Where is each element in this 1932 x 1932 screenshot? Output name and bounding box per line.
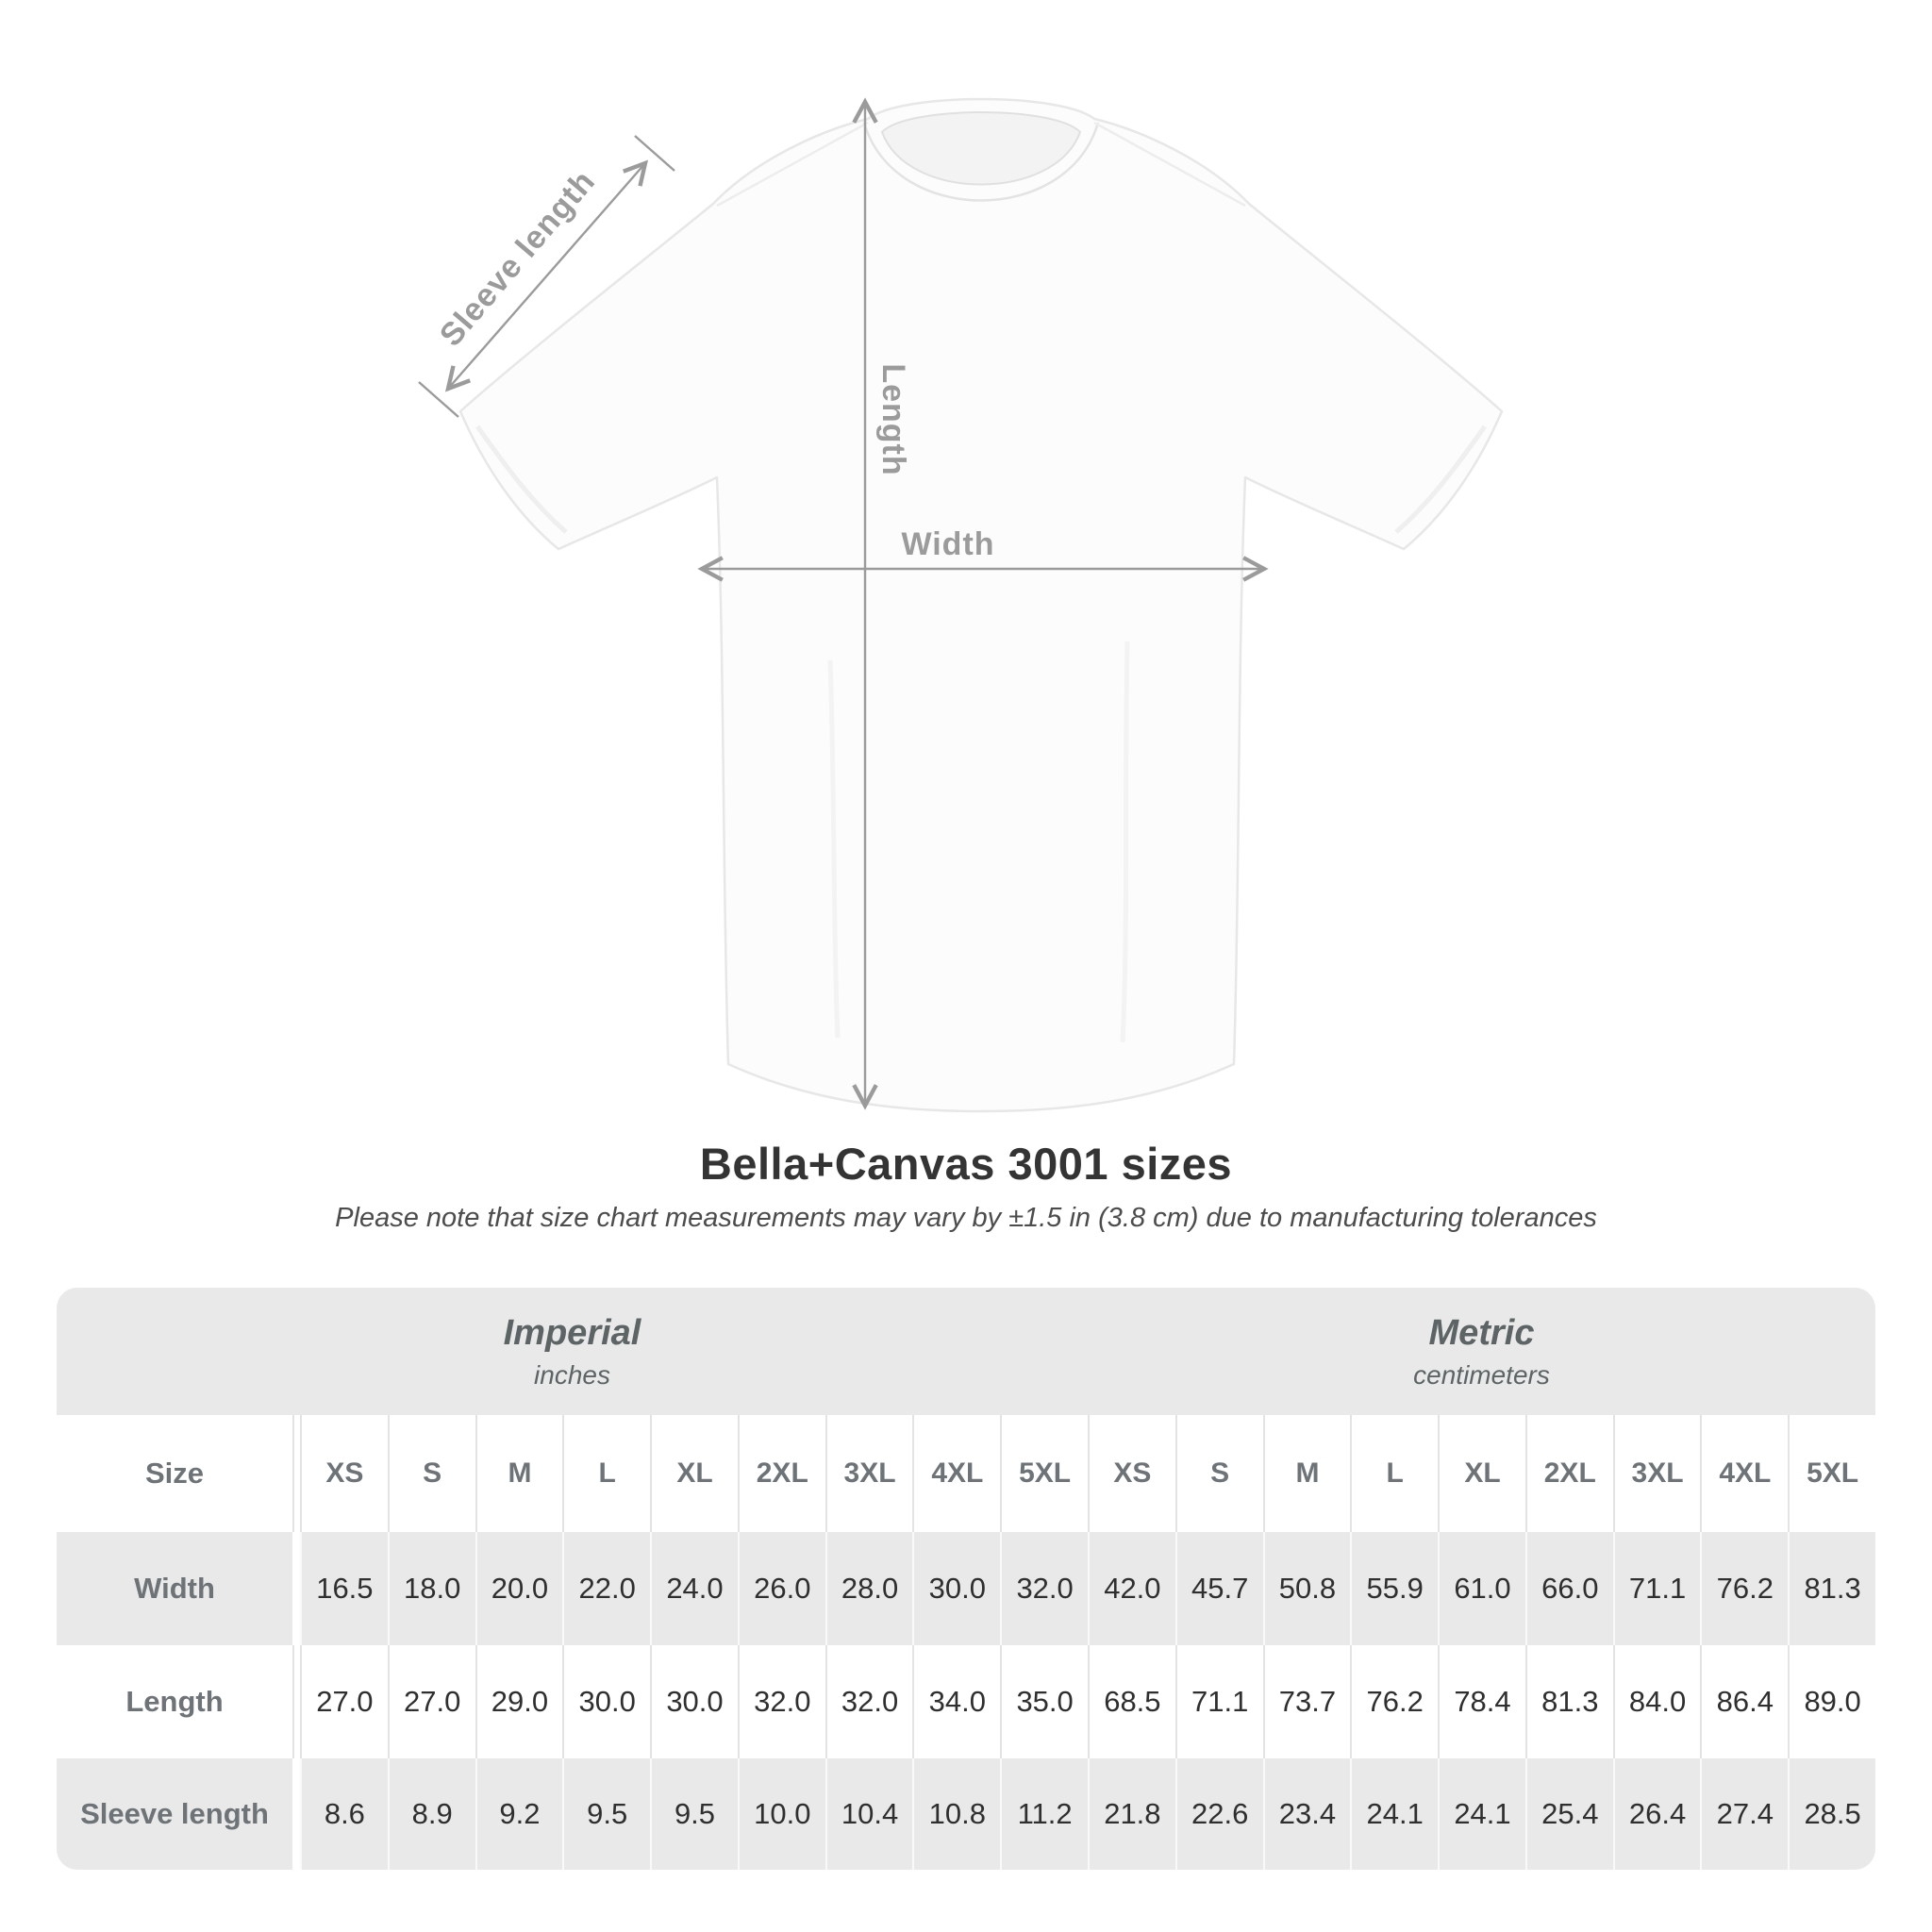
width-row (57, 1532, 1875, 1645)
column-spacer (292, 1645, 300, 1758)
row-label: Width (134, 1572, 215, 1605)
size-header-cell: L (1350, 1415, 1438, 1532)
value-cell: 28.0 (825, 1532, 913, 1645)
size-table (57, 1288, 1875, 1870)
heading-block (0, 1138, 1932, 1234)
value-cell: 30.0 (650, 1645, 738, 1758)
unit-metric (1088, 1288, 1875, 1415)
page-subtitle: Please note that size chart measurements may vary by ±1.5 in (3.8 cm) due to manufacturing tolerances (335, 1203, 1597, 1233)
size-header-cell: XL (650, 1415, 738, 1532)
value-cell: 76.2 (1700, 1532, 1788, 1645)
row-label: Sleeve length (80, 1797, 269, 1830)
value-cell: 21.8 (1088, 1758, 1175, 1870)
value-cell: 25.4 (1525, 1758, 1613, 1870)
size-header-cell: 3XL (1613, 1415, 1701, 1532)
value-cell: 34.0 (912, 1645, 1000, 1758)
value-cell: 78.4 (1438, 1645, 1525, 1758)
value-cell: 24.1 (1350, 1758, 1438, 1870)
width-label: Width (901, 526, 995, 562)
value-cell: 55.9 (1350, 1532, 1438, 1645)
value-cell: 28.5 (1788, 1758, 1875, 1870)
value-cell: 27.0 (388, 1645, 475, 1758)
sleeve-length-row (57, 1758, 1875, 1870)
value-cell: 10.8 (912, 1758, 1000, 1870)
value-cell: 42.0 (1088, 1532, 1175, 1645)
size-header-cell: 3XL (825, 1415, 913, 1532)
value-cell: 23.4 (1263, 1758, 1351, 1870)
size-header-cell: XL (1438, 1415, 1525, 1532)
value-cell: 26.4 (1613, 1758, 1701, 1870)
value-cell: 26.0 (738, 1532, 825, 1645)
value-cell: 29.0 (475, 1645, 563, 1758)
size-header-cell: XS (300, 1415, 388, 1532)
value-cell: 81.3 (1525, 1645, 1613, 1758)
column-spacer (292, 1415, 300, 1532)
value-cell: 9.5 (562, 1758, 650, 1870)
value-cell: 9.5 (650, 1758, 738, 1870)
size-header-cell: XS (1088, 1415, 1175, 1532)
value-cell: 30.0 (912, 1532, 1000, 1645)
value-cell: 71.1 (1175, 1645, 1263, 1758)
size-header-cell: S (388, 1415, 475, 1532)
value-cell: 50.8 (1263, 1532, 1351, 1645)
value-cell: 24.0 (650, 1532, 738, 1645)
length-label: Length (875, 363, 911, 476)
value-cell: 32.0 (1000, 1532, 1088, 1645)
value-cell: 8.6 (300, 1758, 388, 1870)
value-cell: 66.0 (1525, 1532, 1613, 1645)
value-cell: 22.6 (1175, 1758, 1263, 1870)
size-header-cell: M (475, 1415, 563, 1532)
value-cell: 30.0 (562, 1645, 650, 1758)
row-label: Length (125, 1685, 224, 1718)
length-row (57, 1645, 1875, 1758)
value-cell: 22.0 (562, 1532, 650, 1645)
unit-metric-subunit: centimeters (1413, 1359, 1550, 1390)
unit-imperial (57, 1288, 1088, 1415)
size-header-cell: 2XL (1525, 1415, 1613, 1532)
size-header-cell: 4XL (912, 1415, 1000, 1532)
size-header-cell: 4XL (1700, 1415, 1788, 1532)
value-cell: 16.5 (300, 1532, 388, 1645)
value-cell: 73.7 (1263, 1645, 1351, 1758)
value-cell: 89.0 (1788, 1645, 1875, 1758)
value-cell: 11.2 (1000, 1758, 1088, 1870)
size-header-row (57, 1415, 1875, 1532)
column-spacer (292, 1758, 300, 1870)
unit-header-band (57, 1288, 1875, 1415)
size-header-cell: S (1175, 1415, 1263, 1532)
size-header-cell: 5XL (1788, 1415, 1875, 1532)
value-cell: 81.3 (1788, 1532, 1875, 1645)
sleeve-length-label: Sleeve length (432, 163, 603, 354)
value-cell: 84.0 (1613, 1645, 1701, 1758)
value-cell: 71.1 (1613, 1532, 1701, 1645)
row-label: Size (144, 1457, 205, 1490)
value-cell: 10.4 (825, 1758, 913, 1870)
value-cell: 32.0 (825, 1645, 913, 1758)
unit-imperial-subunit: inches (534, 1359, 610, 1390)
value-cell: 10.0 (738, 1758, 825, 1870)
size-header-cell: M (1263, 1415, 1351, 1532)
size-table-grid (57, 1415, 1875, 1870)
value-cell: 32.0 (738, 1645, 825, 1758)
column-spacer (292, 1532, 300, 1645)
value-cell: 18.0 (388, 1532, 475, 1645)
size-header-cell: 2XL (738, 1415, 825, 1532)
value-cell: 68.5 (1088, 1645, 1175, 1758)
value-cell: 86.4 (1700, 1645, 1788, 1758)
page-title: Bella+Canvas 3001 sizes (699, 1139, 1233, 1189)
value-cell: 61.0 (1438, 1532, 1525, 1645)
unit-imperial-name: Imperial (503, 1312, 641, 1353)
unit-metric-name: Metric (1428, 1312, 1535, 1353)
value-cell: 76.2 (1350, 1645, 1438, 1758)
value-cell: 24.1 (1438, 1758, 1525, 1870)
value-cell: 8.9 (388, 1758, 475, 1870)
value-cell: 27.0 (300, 1645, 388, 1758)
size-header-cell: L (562, 1415, 650, 1532)
value-cell: 27.4 (1700, 1758, 1788, 1870)
value-cell: 45.7 (1175, 1532, 1263, 1645)
value-cell: 9.2 (475, 1758, 563, 1870)
size-header-cell: 5XL (1000, 1415, 1088, 1532)
value-cell: 35.0 (1000, 1645, 1088, 1758)
value-cell: 20.0 (475, 1532, 563, 1645)
tshirt-illustration (460, 99, 1502, 1111)
